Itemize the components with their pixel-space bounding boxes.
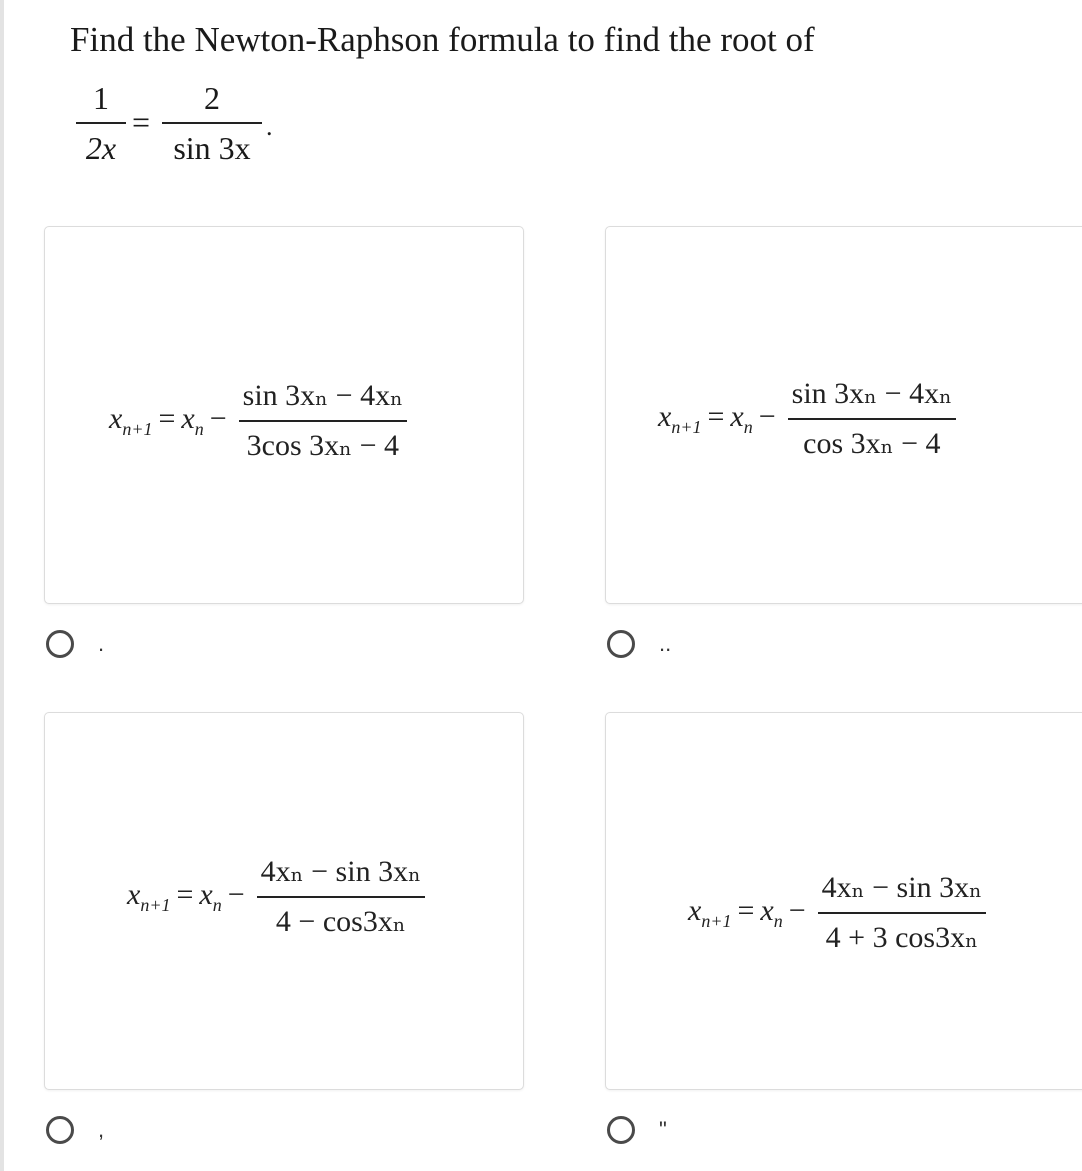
option-1-fraction [239,377,407,465]
option-3-numerator: 4xₙ − sin 3xₙ [260,855,422,888]
option-3-denominator: 4 − cos3xₙ [275,905,406,938]
option-4-lhs: $x_{n+1} = x_n$ − [688,894,806,931]
option-1-card[interactable] [44,226,524,604]
right-denominator: sin 3x [173,130,251,166]
left-fraction [76,78,126,168]
option-4-label: " [659,1117,667,1142]
option-3-fraction [257,853,425,941]
question-equation [76,78,336,178]
option-4-choice[interactable] [607,1116,667,1144]
left-border [0,0,4,1171]
option-1-radio[interactable] [46,630,74,658]
right-fraction [162,78,262,168]
equation-period: . [266,112,273,141]
question-text: Find the Newton-Raphson formula to find the root of [70,20,815,59]
equals-sign: = [132,104,151,140]
option-1-choice[interactable] [46,630,104,658]
option-4-card[interactable] [605,712,1082,1090]
option-1-denominator: 3cos 3xₙ − 4 [246,429,400,462]
option-1-lhs: $x_{n+1} = x_n$ − [109,402,227,439]
option-3-lhs: $x_{n+1} = x_n$ − [127,878,245,915]
option-2-radio[interactable] [607,630,635,658]
option-3-label: , [98,1117,105,1142]
option-2-fraction [788,375,956,463]
option-2-formula [658,375,956,463]
option-4-numerator: 4xₙ − sin 3xₙ [821,871,983,904]
right-numerator: 2 [204,80,220,116]
option-1-label: . [98,631,105,656]
left-numerator: 1 [93,80,109,116]
option-2-lhs: $x_{n+1} = x_n$ − [658,400,776,437]
option-1-numerator: sin 3xₙ − 4xₙ [242,379,404,412]
option-1-formula [109,377,407,465]
option-4-radio[interactable] [607,1116,635,1144]
option-2-card[interactable] [605,226,1082,604]
option-4-formula [688,869,986,957]
option-2-numerator: sin 3xₙ − 4xₙ [791,377,953,410]
option-4-denominator: 4 + 3 cos3xₙ [825,921,979,954]
option-2-denominator: cos 3xₙ − 4 [803,427,941,460]
option-4-fraction [818,869,986,957]
option-3-card[interactable] [44,712,524,1090]
left-denominator: 2x [85,130,117,166]
option-3-formula [127,853,425,941]
option-3-choice[interactable] [46,1116,104,1144]
option-2-label: .. [659,631,672,656]
option-2-choice[interactable] [607,630,671,658]
option-3-radio[interactable] [46,1116,74,1144]
